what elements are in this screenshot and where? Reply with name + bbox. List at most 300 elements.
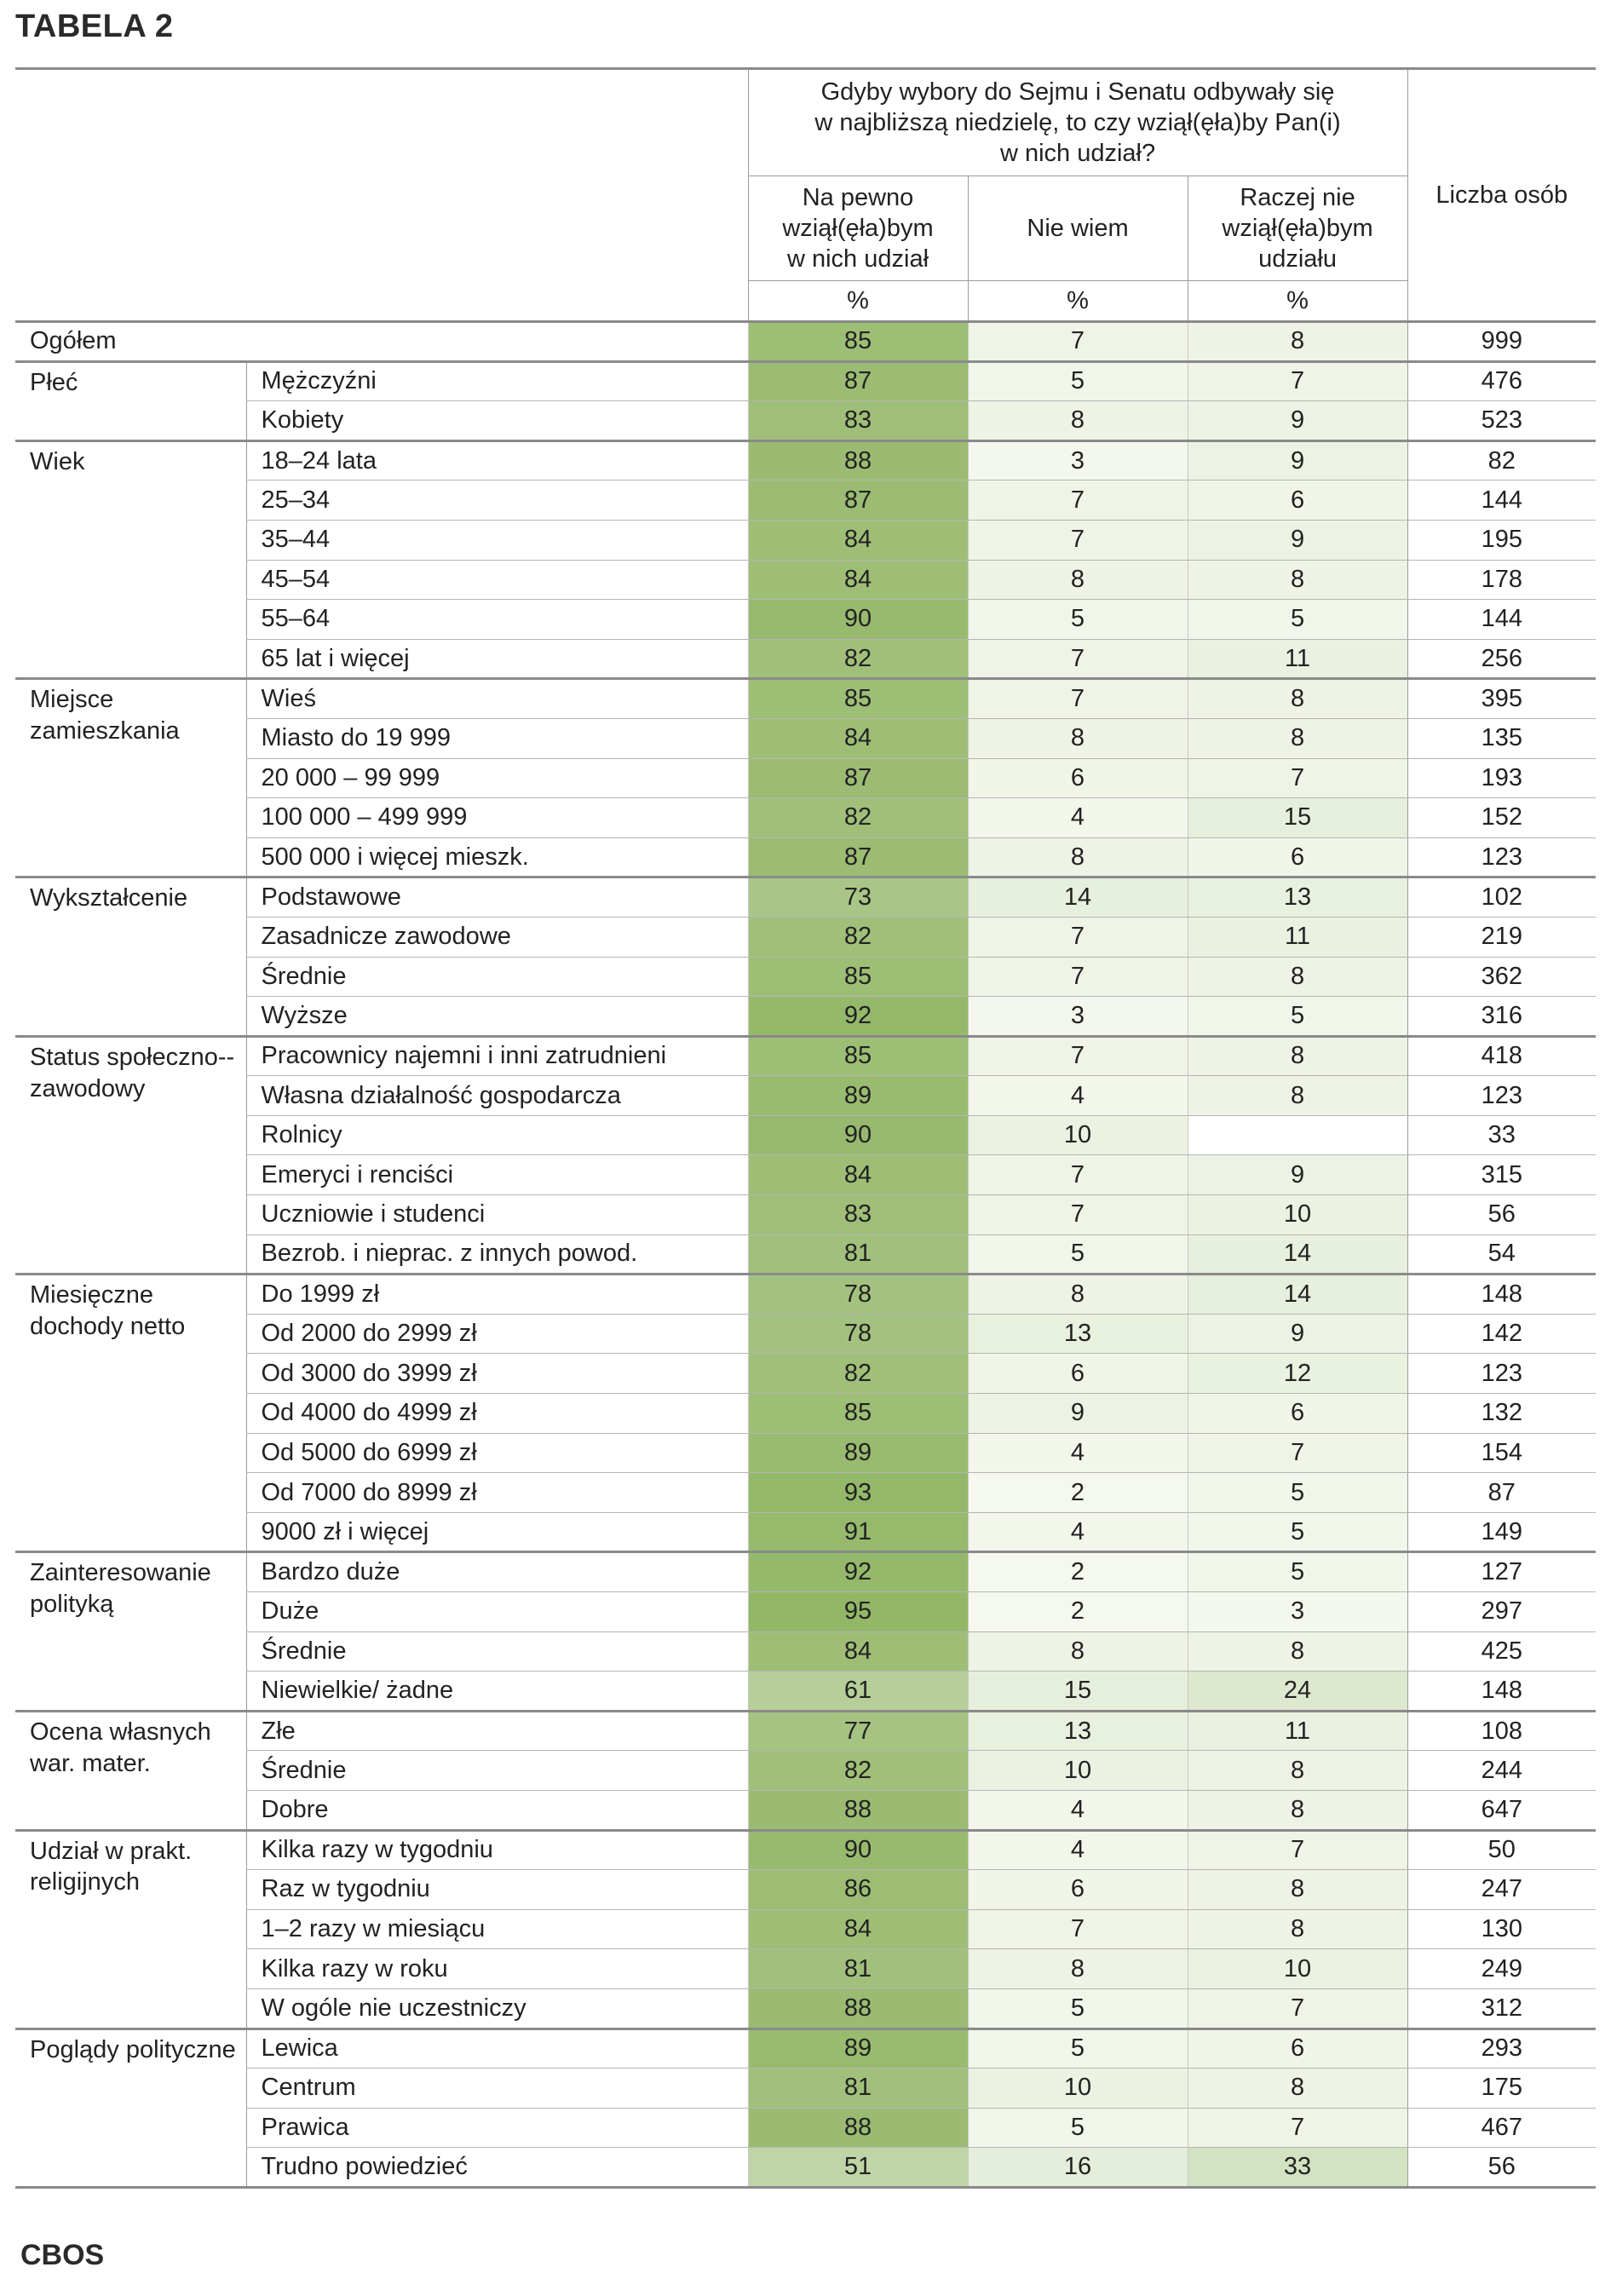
value-cell: 4 xyxy=(968,1512,1188,1552)
value-cell: 81 xyxy=(748,1234,968,1275)
value-cell: 7 xyxy=(1188,361,1407,401)
value-cell: 8 xyxy=(1188,1631,1407,1672)
group-label: Płeć xyxy=(15,361,246,440)
value-cell: 5 xyxy=(1188,600,1407,640)
count-cell: 467 xyxy=(1407,2108,1596,2148)
count-cell: 54 xyxy=(1407,1234,1596,1275)
group-label: Zainteresowanie polityką xyxy=(15,1552,246,1711)
count-cell: 193 xyxy=(1407,758,1596,798)
value-cell: 82 xyxy=(748,639,968,679)
value-cell: 7 xyxy=(968,957,1188,997)
table-row-total xyxy=(15,322,1596,362)
value-cell: 2 xyxy=(968,1473,1188,1513)
question-line: w nich udział? xyxy=(999,140,1156,168)
value-cell: 8 xyxy=(968,837,1188,878)
value-cell: 16 xyxy=(968,2148,1188,2188)
question-line: w najbliższą niedzielę, to czy wziął(ęła)by Pan(i) xyxy=(814,108,1341,136)
value-cell: 5 xyxy=(1188,1552,1407,1592)
count-cell: 108 xyxy=(1407,1711,1596,1751)
group-label: Poglądy polityczne xyxy=(15,2028,246,2187)
count-cell: 362 xyxy=(1407,957,1596,997)
count-cell: 256 xyxy=(1407,639,1596,679)
table-row xyxy=(15,1830,1596,1870)
value-cell: 9 xyxy=(1188,440,1407,480)
count-cell: 144 xyxy=(1407,600,1596,640)
count-cell: 130 xyxy=(1407,1909,1596,1949)
value-cell: 11 xyxy=(1188,917,1407,957)
value-cell: 5 xyxy=(968,361,1188,401)
value-cell: 89 xyxy=(748,1076,968,1116)
table-row xyxy=(15,440,1596,480)
row-label: Od 7000 do 8999 zł xyxy=(246,1473,748,1513)
value-cell: 3 xyxy=(1188,1592,1407,1632)
value-cell: 85 xyxy=(748,957,968,997)
table-row xyxy=(15,1473,1596,1513)
row-label: 45–54 xyxy=(246,560,748,600)
value-cell: 82 xyxy=(748,917,968,957)
value-cell: 89 xyxy=(748,2028,968,2069)
value-cell: 8 xyxy=(1188,957,1407,997)
value-cell xyxy=(1188,1115,1407,1155)
row-label: Kobiety xyxy=(246,401,748,441)
count-cell: 425 xyxy=(1407,1631,1596,1672)
value-cell: 3 xyxy=(968,997,1188,1037)
value-cell: 92 xyxy=(748,997,968,1037)
value-cell: 85 xyxy=(748,1394,968,1434)
value-cell: 10 xyxy=(1188,1195,1407,1235)
column-header-dont-know: Nie wiem xyxy=(968,176,1188,281)
row-label: Rolnicy xyxy=(246,1115,748,1155)
unit-label: % xyxy=(748,281,968,322)
table-row xyxy=(15,1155,1596,1195)
value-cell: 15 xyxy=(968,1672,1188,1712)
value-cell: 10 xyxy=(968,1751,1188,1791)
value-cell: 13 xyxy=(968,1314,1188,1354)
value-cell: 81 xyxy=(748,1949,968,1989)
value-cell: 14 xyxy=(1188,1234,1407,1275)
value-cell: 89 xyxy=(748,1433,968,1473)
row-label: 500 000 i więcej mieszk. xyxy=(246,837,748,878)
value-cell: 6 xyxy=(968,1870,1188,1910)
value-cell: 84 xyxy=(748,718,968,758)
value-cell: 4 xyxy=(968,1076,1188,1116)
value-cell: 5 xyxy=(968,1988,1188,2028)
count-cell: 315 xyxy=(1407,1155,1596,1195)
value-cell: 8 xyxy=(1188,1076,1407,1116)
total-label: Ogółem xyxy=(15,322,748,362)
column-header-rather-not: Raczej nie wziął(ęła)bym udziału xyxy=(1188,176,1407,281)
value-cell: 7 xyxy=(1188,1830,1407,1870)
row-label: Wieś xyxy=(246,679,748,719)
value-cell: 4 xyxy=(968,798,1188,838)
table-row xyxy=(15,997,1596,1037)
table-row xyxy=(15,480,1596,521)
value-cell: 82 xyxy=(748,1751,968,1791)
table-row xyxy=(15,1751,1596,1791)
value-cell: 88 xyxy=(748,1988,968,2028)
row-label: Wyższe xyxy=(246,997,748,1037)
table-row xyxy=(15,837,1596,878)
count-cell: 219 xyxy=(1407,917,1596,957)
row-label: Centrum xyxy=(246,2069,748,2109)
value-cell: 85 xyxy=(748,679,968,719)
row-label: 55–64 xyxy=(246,600,748,640)
value-cell: 82 xyxy=(748,798,968,838)
value-cell: 5 xyxy=(968,1234,1188,1275)
table-row xyxy=(15,1512,1596,1552)
table-row xyxy=(15,1354,1596,1394)
value-cell: 88 xyxy=(748,440,968,480)
value-cell: 7 xyxy=(968,917,1188,957)
table-row xyxy=(15,1433,1596,1473)
value-cell: 14 xyxy=(968,878,1188,918)
table-row xyxy=(15,401,1596,441)
value-cell: 83 xyxy=(748,401,968,441)
table-row xyxy=(15,1711,1596,1751)
row-label: 9000 zł i więcej xyxy=(246,1512,748,1552)
value-cell: 24 xyxy=(1188,1672,1407,1712)
value-cell: 90 xyxy=(748,600,968,640)
value-cell: 8 xyxy=(968,560,1188,600)
value-cell: 15 xyxy=(1188,798,1407,838)
table-row xyxy=(15,2069,1596,2109)
value-cell: 7 xyxy=(1188,2108,1407,2148)
value-cell: 10 xyxy=(968,2069,1188,2109)
table-header xyxy=(15,69,1596,322)
value-cell: 5 xyxy=(1188,997,1407,1037)
value-cell: 7 xyxy=(968,639,1188,679)
value-cell: 8 xyxy=(1188,718,1407,758)
table-row xyxy=(15,1394,1596,1434)
table-row xyxy=(15,1076,1596,1116)
row-label: 25–34 xyxy=(246,480,748,521)
value-cell: 78 xyxy=(748,1275,968,1315)
value-cell: 5 xyxy=(1188,1473,1407,1513)
row-label: 18–24 lata xyxy=(246,440,748,480)
count-cell: 476 xyxy=(1407,361,1596,401)
table-row xyxy=(15,2028,1596,2069)
value-cell: 92 xyxy=(748,1552,968,1592)
value-cell: 5 xyxy=(968,600,1188,640)
table-row xyxy=(15,1790,1596,1830)
count-cell: 293 xyxy=(1407,2028,1596,2069)
row-label: Bardzo duże xyxy=(246,1552,748,1592)
table-row xyxy=(15,1234,1596,1275)
value-cell: 8 xyxy=(968,1949,1188,1989)
table-row xyxy=(15,1036,1596,1076)
row-label: Uczniowie i studenci xyxy=(246,1195,748,1235)
value-cell: 82 xyxy=(748,1354,968,1394)
value-cell: 5 xyxy=(968,2108,1188,2148)
row-label: 100 000 – 499 999 xyxy=(246,798,748,838)
count-cell: 249 xyxy=(1407,1949,1596,1989)
value-cell: 8 xyxy=(1188,1909,1407,1949)
value-cell: 7 xyxy=(968,1909,1188,1949)
row-label: 1–2 razy w miesiącu xyxy=(246,1909,748,1949)
value-cell: 90 xyxy=(748,1115,968,1155)
value-cell: 84 xyxy=(748,1909,968,1949)
row-label: Zasadnicze zawodowe xyxy=(246,917,748,957)
table-row xyxy=(15,957,1596,997)
value-cell: 84 xyxy=(748,1631,968,1672)
row-label: Średnie xyxy=(246,1751,748,1791)
value-cell: 8 xyxy=(968,401,1188,441)
value-cell: 77 xyxy=(748,1711,968,1751)
value-cell: 8 xyxy=(1188,2069,1407,2109)
value-cell: 83 xyxy=(748,1195,968,1235)
value-cell: 7 xyxy=(968,520,1188,560)
count-cell: 123 xyxy=(1407,837,1596,878)
count-cell: 316 xyxy=(1407,997,1596,1037)
value-cell: 73 xyxy=(748,878,968,918)
value-cell: 5 xyxy=(1188,1512,1407,1552)
value-cell: 33 xyxy=(1188,2148,1407,2188)
value-cell: 9 xyxy=(1188,401,1407,441)
results-table xyxy=(15,67,1596,2189)
row-label: Lewica xyxy=(246,2028,748,2069)
group-label: Miesięczne dochody netto xyxy=(15,1275,246,1552)
value-cell: 7 xyxy=(968,1155,1188,1195)
value-cell: 6 xyxy=(1188,480,1407,521)
table-row xyxy=(15,1988,1596,2028)
count-cell: 148 xyxy=(1407,1275,1596,1315)
value-cell: 6 xyxy=(1188,1394,1407,1434)
value-cell: 8 xyxy=(968,1275,1188,1315)
row-label: Kilka razy w roku xyxy=(246,1949,748,1989)
value-cell: 6 xyxy=(1188,2028,1407,2069)
value-cell: 90 xyxy=(748,1830,968,1870)
value-cell: 3 xyxy=(968,440,1188,480)
row-label: Trudno powiedzieć xyxy=(246,2148,748,2188)
value-cell: 84 xyxy=(748,1155,968,1195)
table-row xyxy=(15,1949,1596,1989)
count-cell: 418 xyxy=(1407,1036,1596,1076)
count-cell: 135 xyxy=(1407,718,1596,758)
row-label: Dobre xyxy=(246,1790,748,1830)
value-cell: 8 xyxy=(1188,322,1407,362)
count-cell: 152 xyxy=(1407,798,1596,838)
row-label: 20 000 – 99 999 xyxy=(246,758,748,798)
table-row xyxy=(15,361,1596,401)
count-cell: 132 xyxy=(1407,1394,1596,1434)
value-cell: 6 xyxy=(968,758,1188,798)
count-cell: 195 xyxy=(1407,520,1596,560)
row-label: Prawica xyxy=(246,2108,748,2148)
value-cell: 81 xyxy=(748,2069,968,2109)
value-cell: 88 xyxy=(748,2108,968,2148)
row-label: Od 2000 do 2999 zł xyxy=(246,1314,748,1354)
count-cell: 144 xyxy=(1407,480,1596,521)
table-row xyxy=(15,1909,1596,1949)
value-cell: 12 xyxy=(1188,1354,1407,1394)
row-label: Raz w tygodniu xyxy=(246,1870,748,1910)
count-cell: 647 xyxy=(1407,1790,1596,1830)
row-label: Średnie xyxy=(246,1631,748,1672)
count-cell: 123 xyxy=(1407,1354,1596,1394)
value-cell: 87 xyxy=(748,758,968,798)
value-cell: 2 xyxy=(968,1592,1188,1632)
count-cell: 123 xyxy=(1407,1076,1596,1116)
table-row xyxy=(15,1672,1596,1712)
question-line: Gdyby wybory do Sejmu i Senatu odbywały się xyxy=(820,78,1335,106)
table-row xyxy=(15,1592,1596,1632)
value-cell: 7 xyxy=(968,679,1188,719)
value-cell: 8 xyxy=(1188,679,1407,719)
value-cell: 10 xyxy=(1188,1949,1407,1989)
row-label: Pracownicy najemni i inni zatrudnieni xyxy=(246,1036,748,1076)
value-cell: 8 xyxy=(1188,1036,1407,1076)
value-cell: 7 xyxy=(968,1036,1188,1076)
group-label: Wykształcenie xyxy=(15,878,246,1036)
table-title: TABELA 2 xyxy=(15,9,174,44)
value-cell: 8 xyxy=(1188,1870,1407,1910)
question-header xyxy=(748,69,1407,176)
group-label: Ocena własnych war. mater. xyxy=(15,1711,246,1830)
value-cell: 85 xyxy=(748,1036,968,1076)
count-cell: 312 xyxy=(1407,1988,1596,2028)
unit-label: % xyxy=(1188,281,1407,322)
value-cell: 2 xyxy=(968,1552,1188,1592)
row-label: Podstawowe xyxy=(246,878,748,918)
row-label: Złe xyxy=(246,1711,748,1751)
count-header: Liczba osób xyxy=(1407,69,1596,322)
row-label: Od 4000 do 4999 zł xyxy=(246,1394,748,1434)
value-cell: 13 xyxy=(1188,878,1407,918)
value-cell: 8 xyxy=(968,1631,1188,1672)
source-label: CBOS xyxy=(20,2239,105,2271)
value-cell: 8 xyxy=(1188,1790,1407,1830)
header-blank xyxy=(15,69,748,322)
count-cell: 56 xyxy=(1407,1195,1596,1235)
table-row xyxy=(15,758,1596,798)
count-cell: 175 xyxy=(1407,2069,1596,2109)
count-cell: 148 xyxy=(1407,1672,1596,1712)
table-row xyxy=(15,1314,1596,1354)
value-cell: 51 xyxy=(748,2148,968,2188)
table-row xyxy=(15,1195,1596,1235)
count-cell: 87 xyxy=(1407,1473,1596,1513)
row-label: 65 lat i więcej xyxy=(246,639,748,679)
row-label: W ogóle nie uczestniczy xyxy=(246,1988,748,2028)
row-label: Emeryci i renciści xyxy=(246,1155,748,1195)
table-row xyxy=(15,1870,1596,1910)
table-row xyxy=(15,2108,1596,2148)
count-cell: 127 xyxy=(1407,1552,1596,1592)
table-row xyxy=(15,798,1596,838)
count-cell: 297 xyxy=(1407,1592,1596,1632)
count-cell: 82 xyxy=(1407,440,1596,480)
count-cell: 56 xyxy=(1407,2148,1596,2188)
table-row xyxy=(15,878,1596,918)
row-label: Kilka razy w tygodniu xyxy=(246,1830,748,1870)
value-cell: 4 xyxy=(968,1830,1188,1870)
table-row xyxy=(15,600,1596,640)
count-cell: 999 xyxy=(1407,322,1596,362)
value-cell: 4 xyxy=(968,1790,1188,1830)
row-label: Duże xyxy=(246,1592,748,1632)
value-cell: 84 xyxy=(748,520,968,560)
value-cell: 6 xyxy=(1188,837,1407,878)
row-label: Własna działalność gospodarcza xyxy=(246,1076,748,1116)
value-cell: 7 xyxy=(1188,758,1407,798)
value-cell: 13 xyxy=(968,1711,1188,1751)
count-cell: 154 xyxy=(1407,1433,1596,1473)
value-cell: 88 xyxy=(748,1790,968,1830)
value-cell: 93 xyxy=(748,1473,968,1513)
row-label: Miasto do 19 999 xyxy=(246,718,748,758)
table-body xyxy=(15,322,1596,2188)
value-cell: 87 xyxy=(748,480,968,521)
row-label: 35–44 xyxy=(246,520,748,560)
value-cell: 10 xyxy=(968,1115,1188,1155)
group-label: Miejsce zamieszkania xyxy=(15,679,246,878)
table-row xyxy=(15,2148,1596,2188)
table-row xyxy=(15,917,1596,957)
row-label: Od 3000 do 3999 zł xyxy=(246,1354,748,1394)
value-cell: 8 xyxy=(1188,560,1407,600)
value-cell: 5 xyxy=(968,2028,1188,2069)
column-header-definitely: Na pewno wziął(ęła)bym w nich udział xyxy=(748,176,968,281)
count-cell: 523 xyxy=(1407,401,1596,441)
table-row xyxy=(15,1552,1596,1592)
count-cell: 102 xyxy=(1407,878,1596,918)
table-row xyxy=(15,718,1596,758)
value-cell: 85 xyxy=(748,322,968,362)
count-cell: 247 xyxy=(1407,1870,1596,1910)
value-cell: 9 xyxy=(1188,1155,1407,1195)
value-cell: 91 xyxy=(748,1512,968,1552)
count-cell: 142 xyxy=(1407,1314,1596,1354)
group-label: Udział w prakt. religijnych xyxy=(15,1830,246,2028)
value-cell: 7 xyxy=(1188,1988,1407,2028)
unit-label: % xyxy=(968,281,1188,322)
value-cell: 14 xyxy=(1188,1275,1407,1315)
count-cell: 244 xyxy=(1407,1751,1596,1791)
row-label: Średnie xyxy=(246,957,748,997)
value-cell: 8 xyxy=(1188,1751,1407,1791)
table-row xyxy=(15,679,1596,719)
row-label: Niewielkie/ żadne xyxy=(246,1672,748,1712)
count-cell: 50 xyxy=(1407,1830,1596,1870)
value-cell: 9 xyxy=(1188,1314,1407,1354)
value-cell: 6 xyxy=(968,1354,1188,1394)
value-cell: 7 xyxy=(1188,1433,1407,1473)
value-cell: 86 xyxy=(748,1870,968,1910)
value-cell: 11 xyxy=(1188,639,1407,679)
value-cell: 8 xyxy=(968,718,1188,758)
value-cell: 78 xyxy=(748,1314,968,1354)
value-cell: 87 xyxy=(748,361,968,401)
value-cell: 9 xyxy=(968,1394,1188,1434)
value-cell: 87 xyxy=(748,837,968,878)
value-cell: 95 xyxy=(748,1592,968,1632)
value-cell: 7 xyxy=(968,322,1188,362)
row-label: Do 1999 zł xyxy=(246,1275,748,1315)
count-cell: 178 xyxy=(1407,560,1596,600)
value-cell: 4 xyxy=(968,1433,1188,1473)
count-cell: 149 xyxy=(1407,1512,1596,1552)
row-label: Bezrob. i nieprac. z innych powod. xyxy=(246,1234,748,1275)
value-cell: 7 xyxy=(968,480,1188,521)
table-row xyxy=(15,1115,1596,1155)
row-label: Mężczyźni xyxy=(246,361,748,401)
row-label: Od 5000 do 6999 zł xyxy=(246,1433,748,1473)
value-cell: 61 xyxy=(748,1672,968,1712)
count-cell: 395 xyxy=(1407,679,1596,719)
table-row xyxy=(15,1631,1596,1672)
table-row xyxy=(15,1275,1596,1315)
table-row xyxy=(15,520,1596,560)
